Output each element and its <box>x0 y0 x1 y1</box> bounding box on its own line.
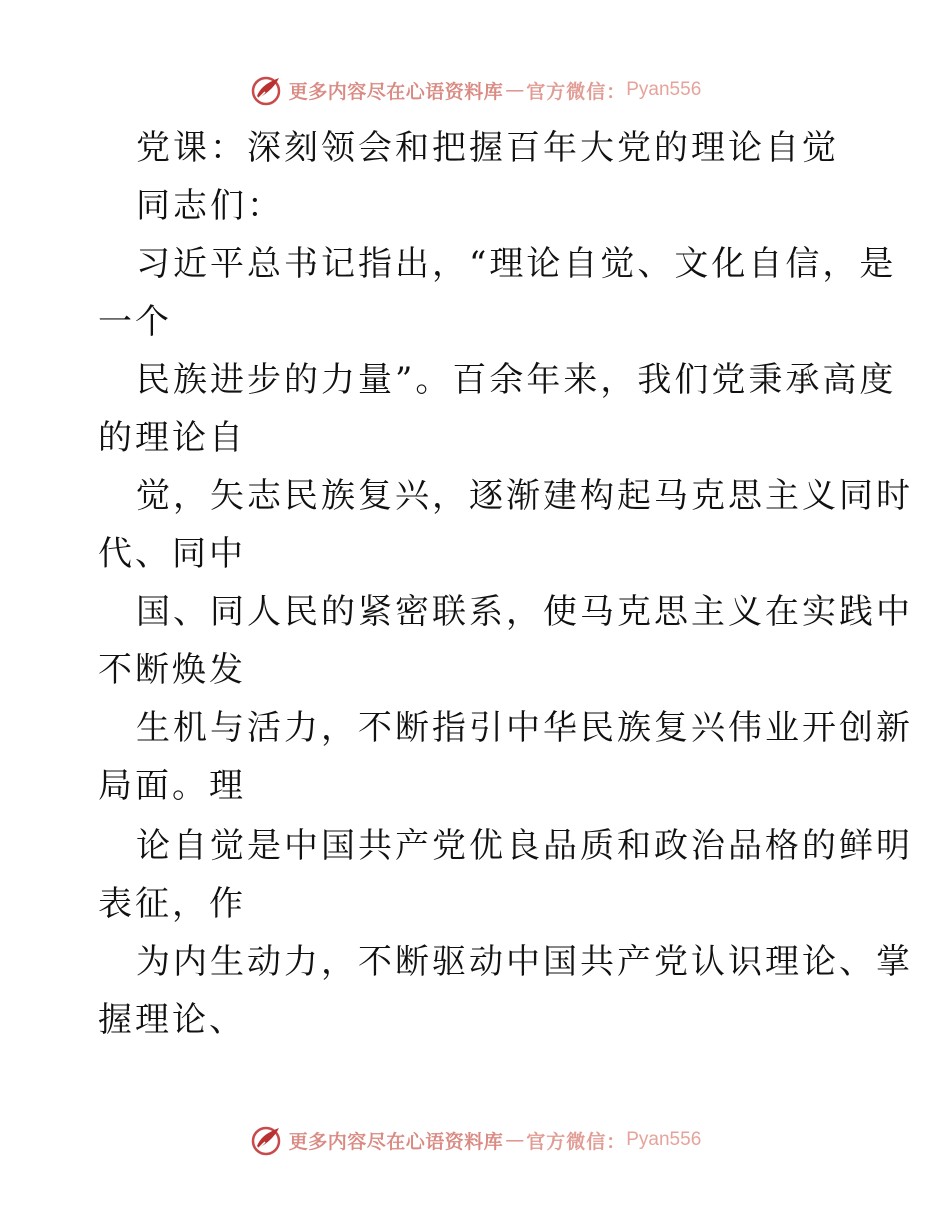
paragraph-line: 局面。理 <box>98 766 246 806</box>
paragraph-line: 国、同人民的紧密联系，使马克思主义在实践中 <box>136 592 913 632</box>
watermark-main-text: 更多内容尽在心语资料库 <box>288 80 504 103</box>
watermark-wechat-id: Pyan556 <box>626 1129 702 1150</box>
pen-logo-icon <box>249 1122 285 1158</box>
watermark-main-text: 更多内容尽在心语资料库 <box>288 1130 504 1153</box>
footer-watermark <box>0 1122 950 1158</box>
salutation: 同志们： <box>136 186 284 226</box>
watermark-wechat-label: 官方微信： <box>526 80 627 103</box>
pen-logo-icon <box>249 72 285 108</box>
paragraph-line: 一个 <box>98 302 172 342</box>
watermark-dash: — <box>505 1129 525 1151</box>
document-title: 党课：深刻领会和把握百年大党的理论自觉 <box>136 128 839 168</box>
watermark-wechat-id: Pyan556 <box>626 79 702 100</box>
watermark-dash: — <box>505 79 525 101</box>
paragraph-line: 代、同中 <box>98 534 246 574</box>
paragraph-line: 民族进步的力量”。百余年来，我们党秉承高度 <box>136 360 897 400</box>
paragraph-line: 习近平总书记指出，“理论自觉、文化自信，是 <box>136 244 897 284</box>
paragraph-line: 表征，作 <box>98 884 246 924</box>
paragraph-line: 生机与活力，不断指引中华民族复兴伟业开创新 <box>136 708 913 748</box>
header-watermark <box>0 72 950 108</box>
watermark-wechat-label: 官方微信： <box>526 1130 627 1153</box>
paragraph-line: 论自觉是中国共产党优良品质和政治品格的鲜明 <box>136 826 913 866</box>
paragraph-line: 不断焕发 <box>98 650 246 690</box>
paragraph-line: 的理论自 <box>98 418 246 458</box>
paragraph-line: 觉，矢志民族复兴，逐渐建构起马克思主义同时 <box>136 476 913 516</box>
paragraph-line: 握理论、 <box>98 1000 246 1040</box>
paragraph-line: 为内生动力，不断驱动中国共产党认识理论、掌 <box>136 942 913 982</box>
